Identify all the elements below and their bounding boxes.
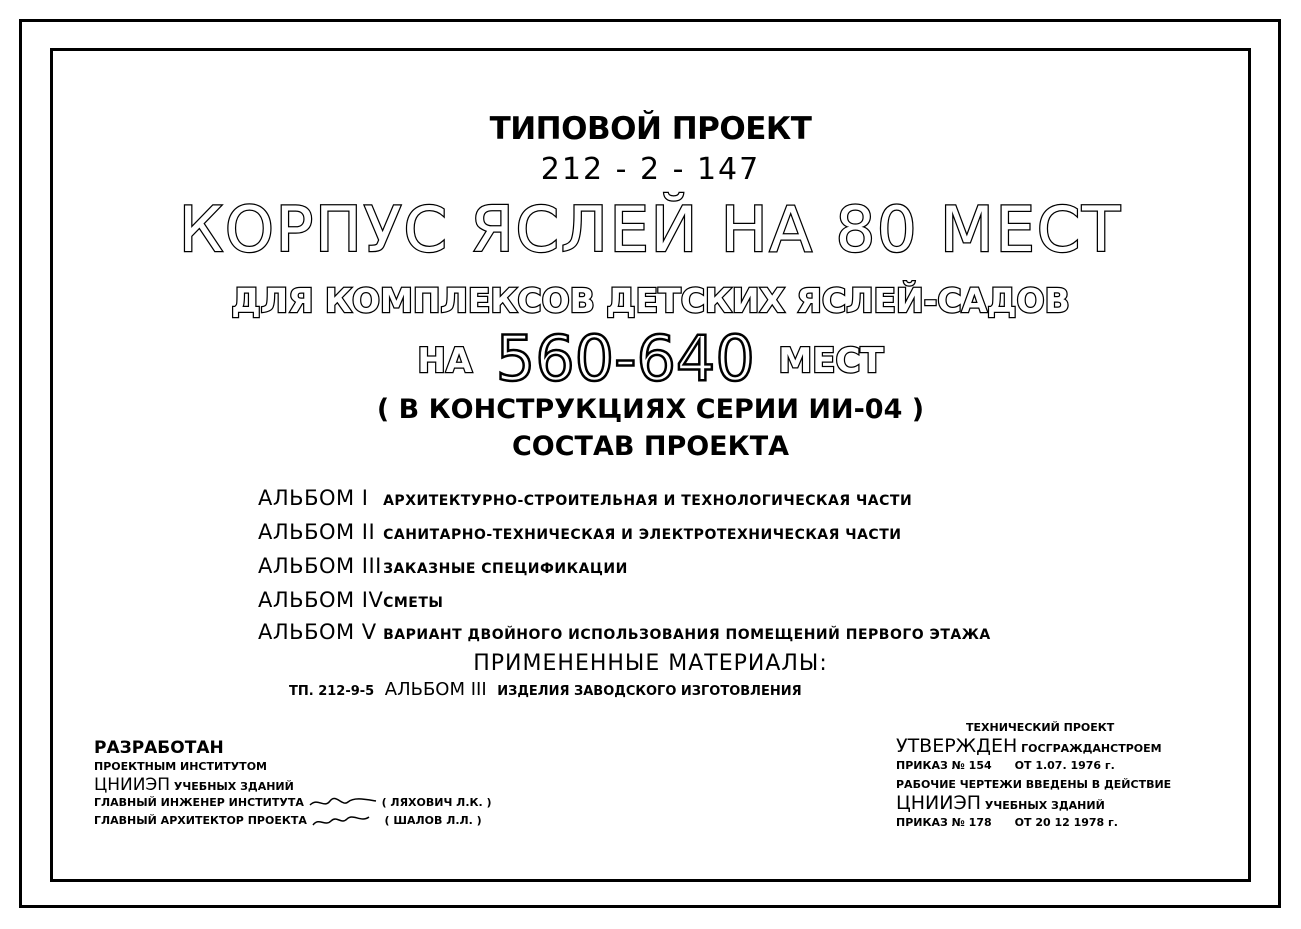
album-desc: ВАРИАНТ ДВОЙНОГО ИСПОЛЬЗОВАНИЯ ПОМЕЩЕНИЙ ПЕРВОГО ЭТАЖА	[383, 627, 991, 643]
chief-architect-label: ГЛАВНЫЙ АРХИТЕКТОР ПРОЕКТА	[94, 814, 307, 827]
applied-materials-heading: ПРИМЕНЕННЫЕ МАТЕРИАЛЫ:	[473, 651, 828, 676]
capacity-prefix: НА	[417, 341, 473, 381]
working-drawings-label: РАБОЧИЕ ЧЕРТЕЖИ ВВЕДЕНЫ В ДЕЙСТВИЕ	[896, 778, 1172, 791]
album-item	[258, 554, 628, 582]
capacity-value: 560-640	[495, 322, 755, 395]
album-desc: ЗАКАЗНЫЕ СПЕЦИФИКАЦИИ	[383, 561, 628, 577]
developed-block	[94, 738, 492, 830]
capacity-line	[0, 322, 1301, 395]
order1-date: ОТ 1.07. 1976 г.	[1014, 759, 1115, 772]
developed-institute: ПРОЕКТНЫМ ИНСТИТУТОМ	[94, 760, 267, 773]
approved-org: ЦНИИЭП	[896, 792, 982, 814]
order2-number: ПРИКАЗ № 178	[896, 816, 992, 829]
album-desc: АРХИТЕКТУРНО-СТРОИТЕЛЬНАЯ И ТЕХНОЛОГИЧЕСКАЯ ЧАСТИ	[383, 493, 913, 509]
composition-heading: СОСТАВ ПРОЕКТА	[511, 431, 790, 462]
album-name: АЛЬБОМ V	[258, 620, 377, 644]
ref-album: АЛЬБОМ III	[384, 679, 487, 700]
subtitle: ДЛЯ КОМПЛЕКСОВ ДЕТСКИХ ЯСЛЕЙ-САДОВ	[231, 281, 1070, 320]
album-item	[258, 520, 901, 548]
main-title: КОРПУС ЯСЛЕЙ НА 80 МЕСТ	[178, 193, 1123, 266]
order1-number: ПРИКАЗ № 154	[896, 759, 992, 772]
capacity-suffix: МЕСТ	[778, 341, 884, 381]
approved-by: ГОСГРАЖДАНСТРОЕМ	[1021, 742, 1162, 755]
approved-word: УТВЕРЖДЕН	[896, 735, 1018, 757]
developed-title: РАЗРАБОТАН	[94, 738, 224, 758]
chief-architect-signature	[311, 813, 381, 829]
chief-architect-name: ( ШАЛОВ Л.Л. )	[384, 814, 482, 827]
album-name: АЛЬБОМ IV	[258, 588, 384, 612]
album-desc: САНИТАРНО-ТЕХНИЧЕСКАЯ И ЭЛЕКТРОТЕХНИЧЕСКАЯ ЧАСТИ	[383, 527, 902, 543]
album-item	[258, 588, 443, 616]
album-item	[258, 486, 912, 514]
ref-prefix: ТП. 212-9-5	[289, 684, 375, 699]
project-number: 212 - 2 - 147	[540, 152, 761, 187]
album-name: АЛЬБОМ III	[258, 554, 382, 578]
applied-materials-ref	[289, 679, 802, 700]
chief-engineer-name: ( ЛЯХОВИЧ Л.К. )	[381, 796, 492, 809]
chief-engineer-signature	[308, 795, 378, 811]
tech-project-label: ТЕХНИЧЕСКИЙ ПРОЕКТ	[966, 721, 1115, 734]
order2-date: ОТ 20 12 1978 г.	[1014, 816, 1118, 829]
approved-block	[896, 718, 1171, 832]
album-name: АЛЬБОМ I	[258, 486, 369, 510]
album-name: АЛЬБОМ II	[258, 520, 376, 544]
chief-engineer-label: ГЛАВНЫЙ ИНЖЕНЕР ИНСТИТУТА	[94, 796, 304, 809]
project-type: ТИПОВОЙ ПРОЕКТ	[489, 111, 812, 147]
developed-org-suffix: УЧЕБНЫХ ЗДАНИЙ	[173, 780, 294, 793]
series-line: ( В КОНСТРУКЦИЯХ СЕРИИ ИИ-04 )	[376, 394, 925, 425]
ref-desc: ИЗДЕЛИЯ ЗАВОДСКОГО ИЗГОТОВЛЕНИЯ	[497, 684, 802, 699]
album-item	[258, 620, 991, 648]
developed-org: ЦНИИЭП	[94, 775, 171, 795]
album-desc: СМЕТЫ	[383, 595, 444, 611]
approved-org-suffix: УЧЕБНЫХ ЗДАНИЙ	[984, 799, 1105, 812]
